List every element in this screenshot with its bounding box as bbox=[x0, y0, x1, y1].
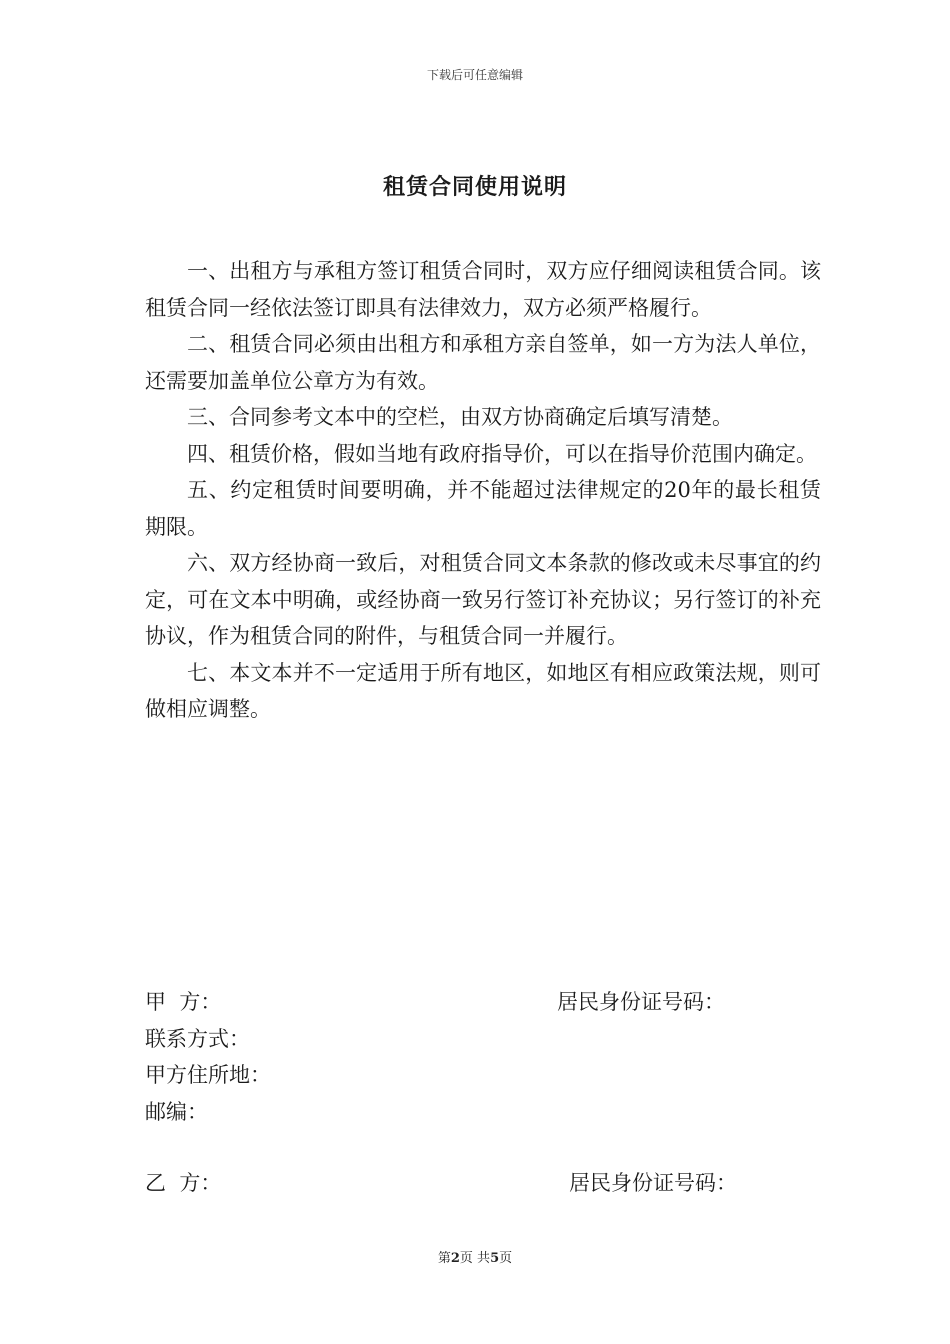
instruction-paragraph-5: 五、约定租赁时间要明确，并不能超过法律规定的20年的最长租赁期限。 bbox=[145, 478, 821, 539]
party-a-name-label: 甲 方： bbox=[145, 990, 222, 1014]
party-a-postcode-row bbox=[145, 1094, 821, 1131]
party-a-address-row bbox=[145, 1057, 821, 1094]
document-title: 租赁合同使用说明 bbox=[382, 174, 567, 200]
instruction-paragraph-2: 二、租赁合同必须由出租方和承租方亲自签单，如一方为法人单位，还需要加盖单位公章方为有效。 bbox=[145, 332, 821, 393]
party-b-name-label: 乙 方： bbox=[145, 1171, 222, 1195]
party-b-id-label: 居民身份证号码： bbox=[569, 1171, 737, 1195]
instruction-paragraph-3: 三、合同参考文本中的空栏，由双方协商确定后填写清楚。 bbox=[187, 405, 733, 429]
page-middle: 页 共 bbox=[459, 1251, 491, 1266]
current-page-number: 2 bbox=[450, 1251, 460, 1266]
party-a-id-label: 居民身份证号码： bbox=[557, 990, 725, 1014]
party-b-block bbox=[145, 1165, 821, 1202]
header-note: 下载后可任意编辑 bbox=[426, 68, 523, 82]
party-a-name-row bbox=[145, 984, 821, 1021]
instruction-paragraph-6: 六、双方经协商一致后，对租赁合同文本条款的修改或未尽事宜的约定，可在文本中明确，或经协商一致另行签订补充协议；另行签订的补充协议，作为租赁合同的附件，与租赁合同一并履行。 bbox=[145, 551, 821, 648]
page-prefix: 第 bbox=[437, 1251, 451, 1266]
total-pages-number: 5 bbox=[490, 1251, 500, 1266]
instruction-paragraph-4: 四、租赁价格，假如当地有政府指导价，可以在指导价范围内确定。 bbox=[187, 441, 817, 466]
party-b-name-row bbox=[145, 1165, 821, 1202]
party-a-contact-row bbox=[145, 1021, 821, 1058]
party-a-postcode-label: 邮编： bbox=[145, 1099, 208, 1124]
party-a-contact-label: 联系方式： bbox=[145, 1026, 250, 1051]
instruction-paragraph-7: 七、本文本并不一定适用于所有地区，如地区有相应政策法规，则可做相应调整。 bbox=[145, 660, 821, 721]
page-suffix: 页 bbox=[499, 1251, 513, 1266]
page-number-footer bbox=[0, 1247, 950, 1266]
instructions-body bbox=[145, 253, 821, 728]
instruction-paragraph-1: 一、出租方与承租方签订租赁合同时，双方应仔细阅读租赁合同。该租赁合同一经依法签订即具有法律效力，双方必须严格履行。 bbox=[145, 259, 821, 320]
party-a-address-label: 甲方住所地： bbox=[145, 1063, 271, 1087]
party-a-block bbox=[145, 984, 821, 1130]
